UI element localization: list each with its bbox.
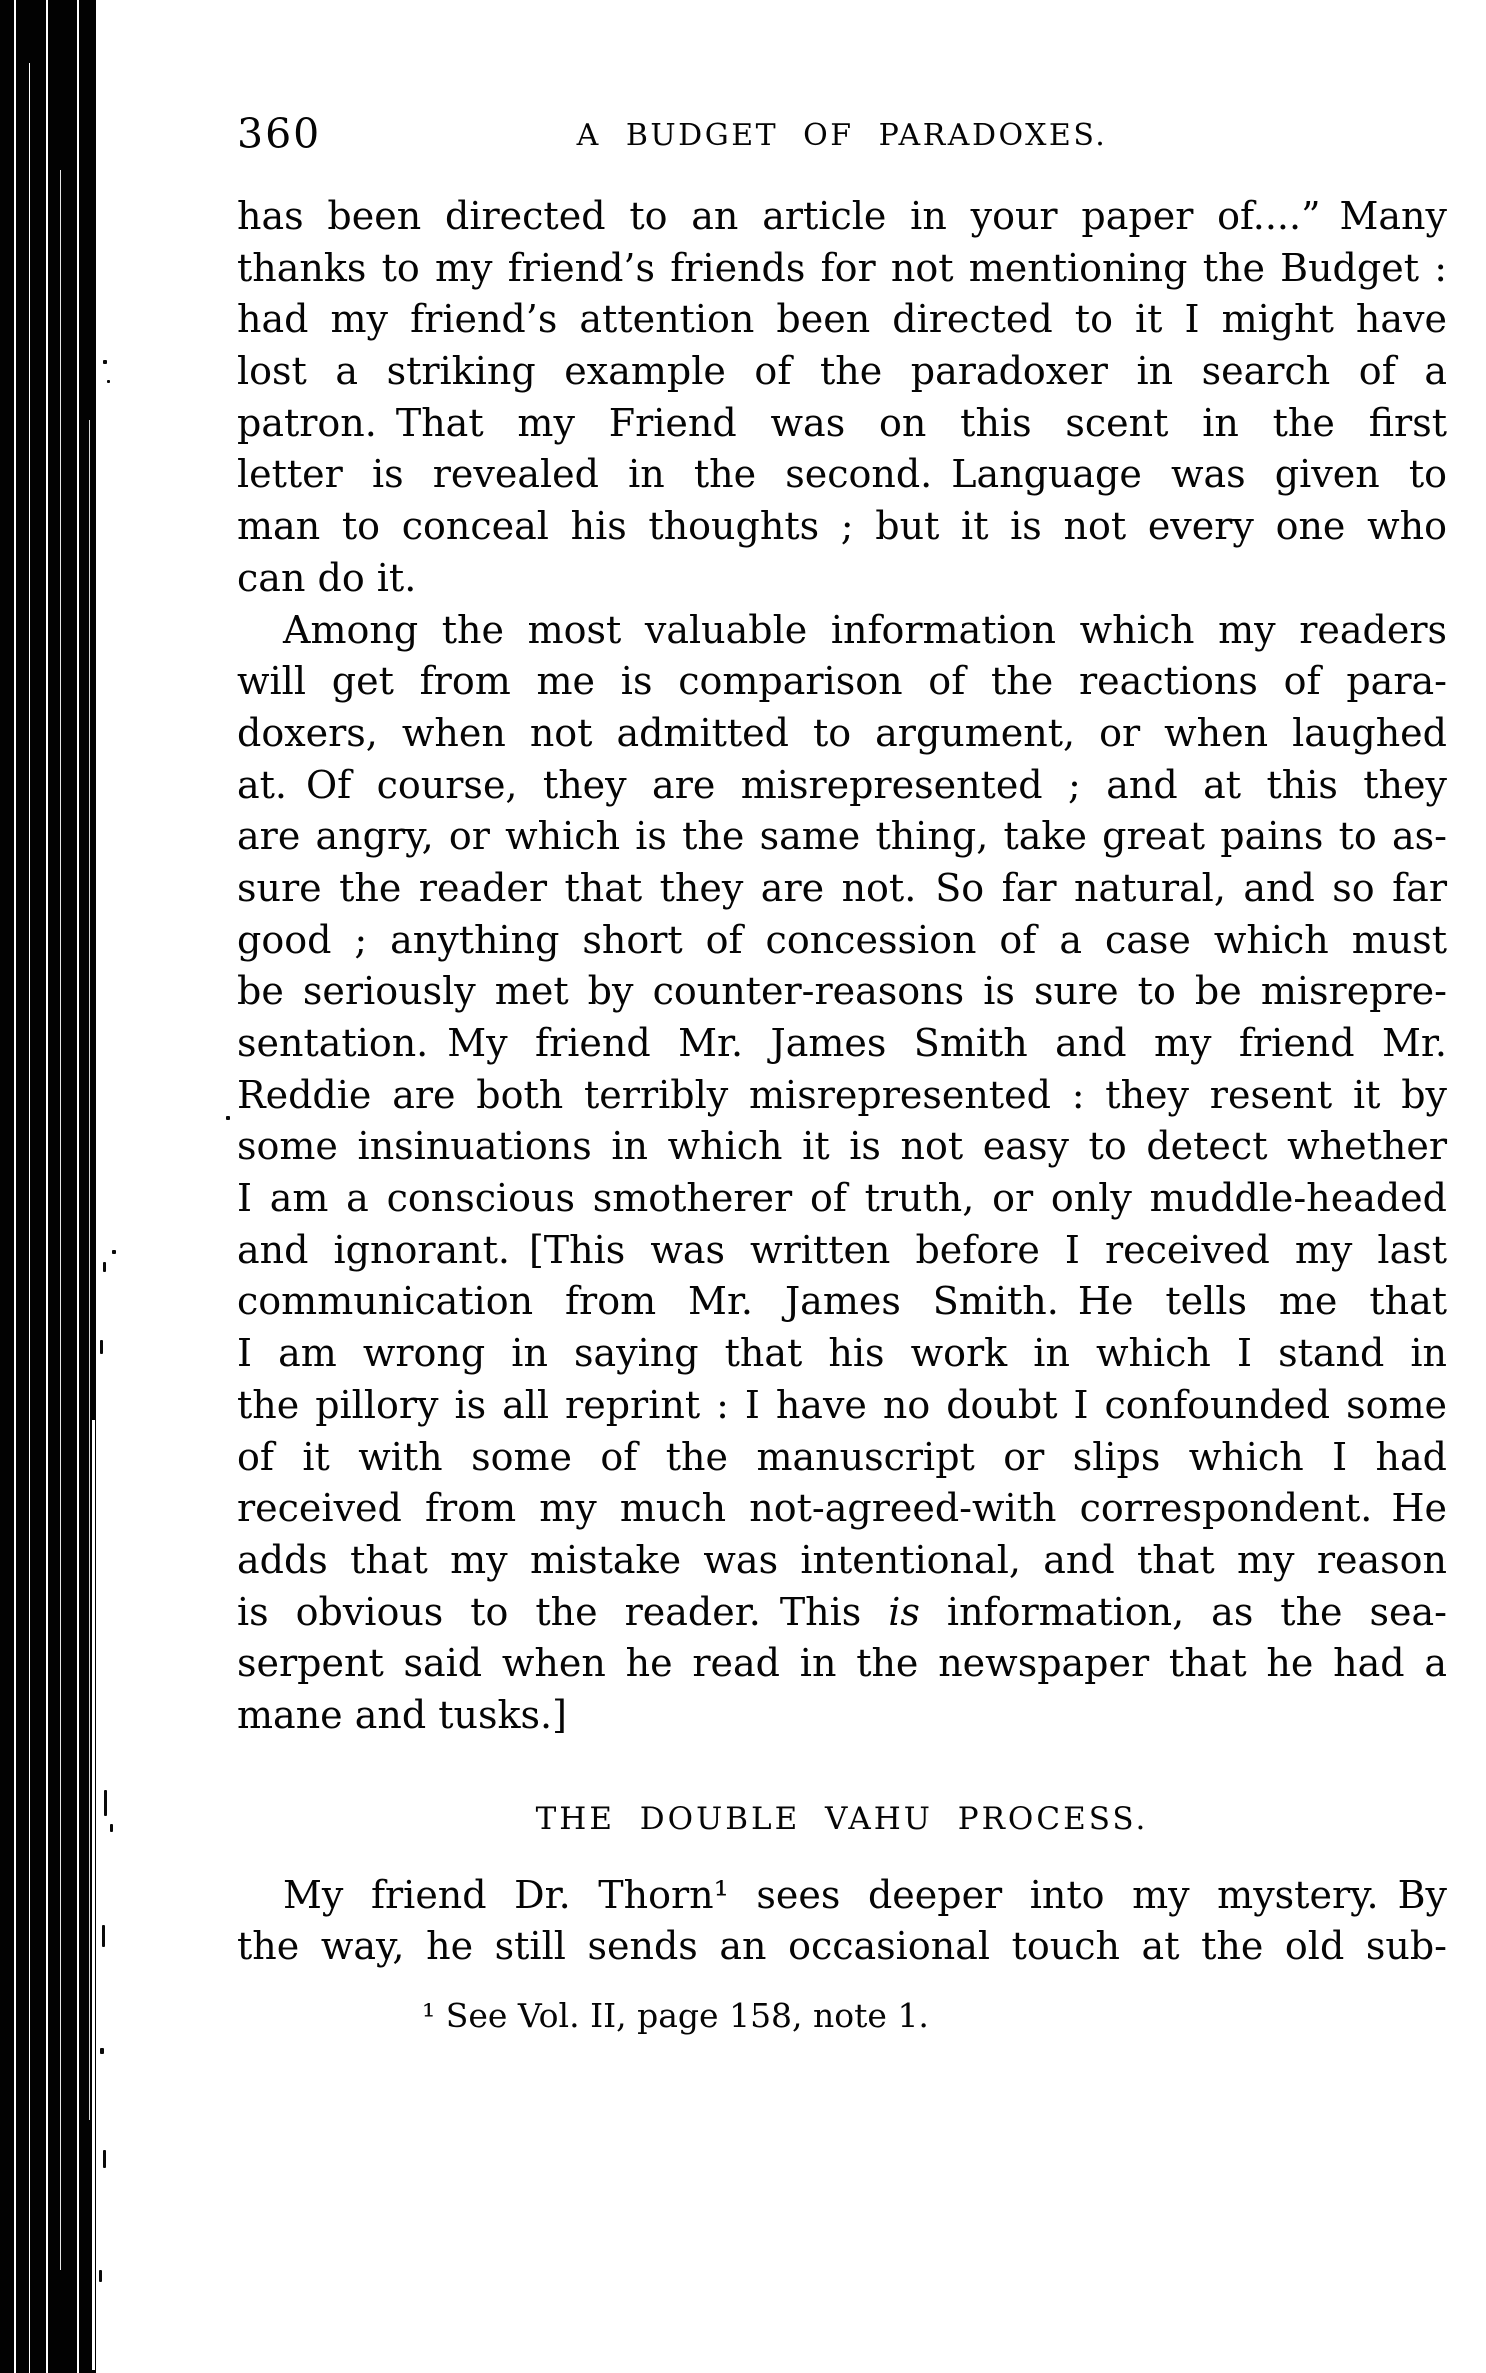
paragraph	[237, 1870, 1447, 1973]
text-line: are angry, or which is the same thing, take great pains to as-	[237, 814, 1447, 859]
text-line: and ignorant. [This was written before I received my last	[237, 1227, 1447, 1272]
scan-artifact	[107, 380, 110, 383]
scan-artifact	[99, 2270, 102, 2282]
text-line: the pillory is all reprint : I have no doubt I confounded some	[237, 1382, 1447, 1427]
text-line: man to conceal his thoughts ; but it is not every one who	[237, 504, 1447, 549]
text-line: be seriously met by counter-reasons is sure to be misrepre-	[237, 969, 1447, 1014]
text-line: letter is revealed in the second. Language was given to	[237, 452, 1447, 497]
page-number: 360	[237, 110, 322, 158]
section-heading: THE DOUBLE VAHU PROCESS.	[535, 1800, 1149, 1837]
text-line: sentation. My friend Mr. James Smith and my friend Mr.	[237, 1021, 1447, 1065]
text-line: communication from Mr. James Smith. He tells me that	[237, 1279, 1447, 1324]
text-line: doxers, when not admitted to argument, or when laughed	[237, 710, 1447, 755]
text-line: has been directed to an article in your paper of....” Many	[237, 194, 1447, 238]
scan-artifact	[100, 2048, 104, 2054]
text-line: Reddie are both terribly misrepresented : they resent it by	[237, 1072, 1447, 1117]
text-line: sure the reader that they are not. So far natural, and so far	[237, 865, 1447, 910]
scan-artifact	[104, 1790, 107, 1816]
scan-artifact	[110, 1824, 113, 1832]
paragraph	[237, 191, 1447, 605]
text-line: thanks to my friend’s friends for not mentioning the Budget :	[237, 245, 1447, 290]
scan-artifact	[103, 1262, 106, 1272]
text-line: lost a striking example of the paradoxer in search of a	[237, 349, 1447, 394]
scan-artifact	[226, 1116, 230, 1120]
text-line: mane and tusks.]	[237, 1692, 567, 1737]
text-line: some insinuations in which it is not easy to detect whether	[237, 1124, 1447, 1169]
binding-gutter-band	[0, 0, 96, 2373]
text-line: I am a conscious smotherer of truth, or only muddle-headed	[237, 1176, 1447, 1221]
text-line: adds that my mistake was intentional, and that my reason	[237, 1537, 1447, 1582]
text-line: can do it.	[237, 555, 417, 600]
text-line: My friend Dr. Thorn¹ sees deeper into my mystery. By	[283, 1872, 1447, 1917]
text-line: of it with some of the manuscript or slips which I had	[237, 1434, 1447, 1479]
scan-artifact	[102, 1925, 105, 1947]
text-line: good ; anything short of concession of a case which must	[237, 917, 1447, 962]
text-line: received from my much not-agreed-with correspondent. He	[237, 1486, 1447, 1531]
scan-artifact	[112, 1250, 116, 1254]
footnote: ¹ See Vol. II, page 158, note 1.	[422, 1996, 929, 2035]
text-line: will get from me is comparison of the reactions of para-	[237, 659, 1447, 704]
text-line: patron. That my Friend was on this scent in the first	[237, 400, 1447, 445]
body-text	[237, 191, 1447, 2038]
text-line: serpent said when he read in the newspaper that he had a	[237, 1641, 1447, 1686]
scan-artifact	[103, 360, 107, 364]
text-line: had my friend’s attention been directed to it I might have	[237, 297, 1447, 342]
running-title: A BUDGET OF PARADOXES.	[576, 118, 1108, 153]
text-line: is obvious to the reader. This is information, as the sea-	[237, 1589, 1448, 1634]
paragraph	[237, 605, 1447, 1742]
text-line: at. Of course, they are misrepresented ; and at this they	[237, 762, 1447, 807]
scan-artifact	[103, 2150, 106, 2168]
scan-artifact	[100, 1340, 103, 1354]
page-header	[237, 110, 1447, 158]
text-line: the way, he still sends an occasional touch at the old sub-	[237, 1924, 1447, 1969]
text-line: I am wrong in saying that his work in which I stand in	[237, 1331, 1447, 1376]
text-line: Among the most valuable information which my readers	[283, 607, 1447, 652]
